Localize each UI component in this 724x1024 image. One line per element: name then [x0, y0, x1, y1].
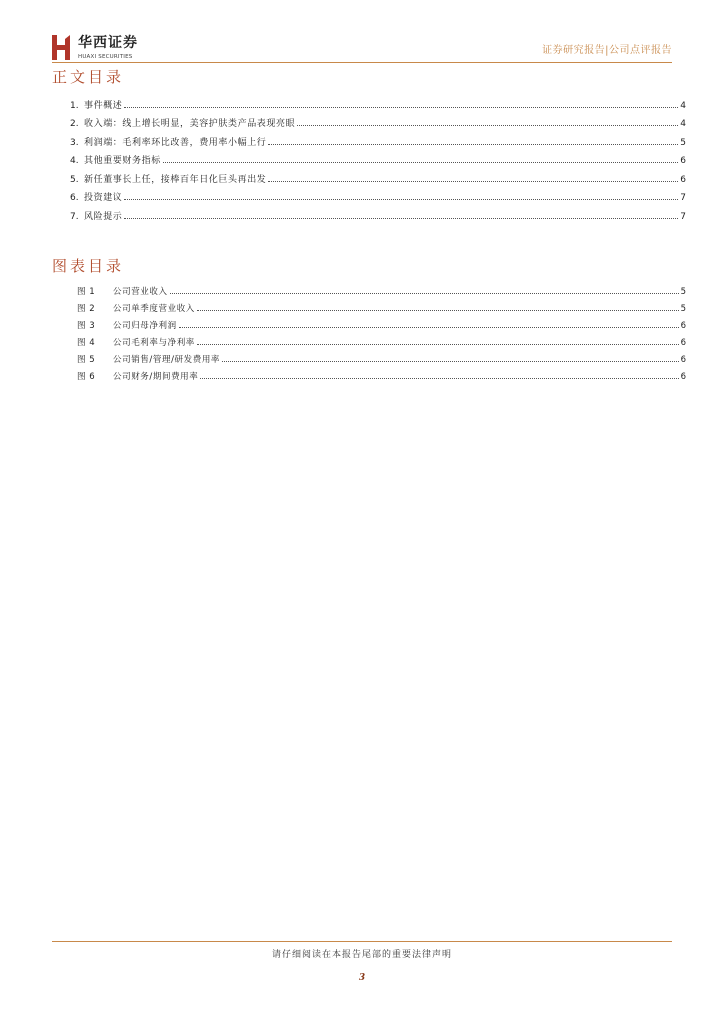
brand-name-en: HUAXI SECURITIES: [78, 54, 133, 60]
leader-dots: [222, 361, 679, 362]
toc-item-number: 4.: [70, 156, 79, 166]
toc-item-text: 事件概述: [84, 100, 123, 111]
toc-item-number: 1.: [70, 100, 79, 111]
leader-dots: [163, 162, 678, 163]
figure-item-label: 图 3: [77, 321, 96, 331]
toc-item-page: 7: [680, 211, 686, 222]
figure-item[interactable]: [77, 297, 686, 314]
header-divider: [52, 62, 672, 63]
toc-item-page: 7: [680, 193, 686, 203]
toc-item-text: 投资建议: [84, 193, 123, 203]
figure-item-label: 图 4: [77, 338, 96, 348]
leader-dots: [197, 344, 679, 345]
figure-item-label: 图 6: [77, 372, 96, 382]
figure-item[interactable]: [77, 280, 686, 297]
toc-item-number: 6.: [70, 193, 79, 203]
report-type: 证券研究报告|公司点评报告: [542, 45, 672, 56]
leader-dots: [297, 125, 678, 126]
figure-item-text: 公司单季度营业收入: [113, 304, 195, 314]
toc-item[interactable]: [70, 111, 686, 130]
toc-item-text: 新任董事长上任，接棒百年日化巨头再出发: [84, 174, 267, 185]
figure-item-page: 5: [680, 304, 686, 314]
footer-divider: [52, 941, 672, 942]
toc-item-text: 收入端：线上增长明显，美容护肤类产品表现亮眼: [84, 119, 296, 129]
toc-item[interactable]: [70, 166, 686, 185]
leader-dots: [124, 218, 678, 219]
figure-item-text: 公司营业收入: [113, 287, 168, 297]
figure-item-text: 公司财务/期间费用率: [113, 372, 199, 382]
figure-item[interactable]: [77, 348, 686, 365]
figure-item-page: 6: [680, 355, 686, 365]
leader-dots: [124, 199, 678, 200]
page-number: 3: [358, 973, 366, 983]
leader-dots: [170, 293, 679, 294]
toc-item-number: 3.: [70, 137, 79, 148]
toc-item[interactable]: [70, 185, 686, 204]
toc-item-page: 4: [680, 119, 686, 129]
figure-item-label: 图 1: [77, 287, 96, 297]
figure-item-page: 6: [680, 372, 686, 382]
figure-item-label: 图 5: [77, 355, 96, 365]
toc-title: 正文目录: [52, 68, 125, 86]
figure-item-page: 5: [680, 287, 686, 297]
figure-item-page: 6: [680, 338, 686, 348]
toc-item[interactable]: [70, 203, 686, 222]
toc-item-number: 7.: [70, 211, 79, 222]
toc-item-text: 风险提示: [84, 211, 123, 222]
figures-title: 图表目录: [52, 257, 125, 275]
company-logo: [52, 35, 138, 61]
leader-dots: [200, 378, 678, 379]
leader-dots: [124, 107, 678, 108]
toc-item[interactable]: [70, 129, 686, 148]
brand-name-cn: 华西证券: [78, 35, 138, 51]
figure-item-label: 图 2: [77, 304, 96, 314]
legal-disclaimer: 请仔细阅读在本报告尾部的重要法律声明: [271, 950, 452, 960]
leader-dots: [179, 327, 679, 328]
figure-item-text: 公司毛利率与净利率: [113, 338, 195, 348]
figure-item-page: 6: [680, 321, 686, 331]
huaxi-logo-icon: [52, 35, 72, 60]
figure-item[interactable]: [77, 314, 686, 331]
leader-dots: [268, 144, 678, 145]
toc-item-number: 2.: [70, 119, 79, 129]
figure-item-text: 公司销售/管理/研发费用率: [113, 355, 221, 365]
toc-item-number: 5.: [70, 174, 79, 185]
toc-item-text: 利润端：毛利率环比改善，费用率小幅上行: [84, 137, 267, 148]
toc-item-page: 4: [680, 100, 686, 111]
toc-list: [70, 92, 686, 222]
leader-dots: [197, 310, 679, 311]
figure-item-text: 公司归母净利润: [113, 321, 177, 331]
figures-list: [77, 280, 686, 382]
toc-item-page: 5: [680, 137, 686, 148]
toc-item-text: 其他重要财务指标: [84, 156, 161, 166]
toc-item-page: 6: [680, 156, 686, 166]
leader-dots: [268, 181, 678, 182]
toc-item[interactable]: [70, 148, 686, 167]
figure-item[interactable]: [77, 331, 686, 348]
toc-item[interactable]: [70, 92, 686, 111]
toc-item-page: 6: [680, 174, 686, 185]
figure-item[interactable]: [77, 365, 686, 382]
